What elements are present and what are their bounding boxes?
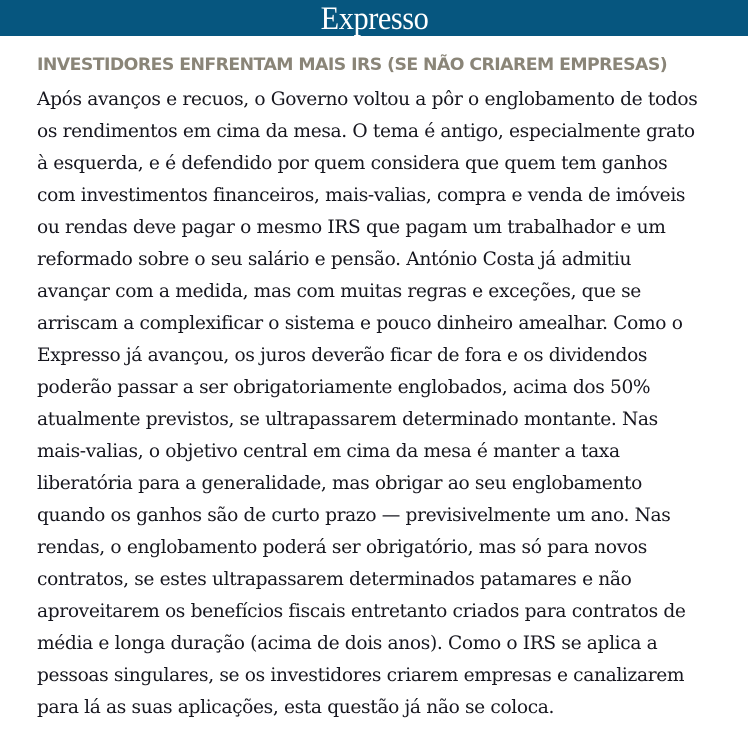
body-line: Expresso já avançou, os juros deverão ficar de fora e os dividendos <box>37 345 648 366</box>
expresso-logo: Expresso <box>320 1 428 37</box>
body-line: ou rendas deve pagar o mesmo IRS que pagam um trabalhador e um <box>37 217 666 238</box>
body-line: aproveitarem os benefícios fiscais entretanto criados para contratos de <box>37 601 686 622</box>
body-line: mais-valias, o objetivo central em cima da mesa é manter a taxa <box>37 441 620 462</box>
body-line: avançar com a medida, mas com muitas regras e exceções, que se <box>37 281 641 302</box>
body-line: quando os ganhos são de curto prazo — previsivelmente um ano. Nas <box>37 505 671 526</box>
body-line: Após avanços e recuos, o Governo voltou a pôr o englobamento de todos <box>37 89 698 110</box>
body-line: rendas, o englobamento poderá ser obrigatório, mas só para novos <box>37 537 647 558</box>
body-line: arriscam a complexificar o sistema e pouco dinheiro amealhar. Como o <box>37 313 683 334</box>
body-line: média e longa duração (acima de dois anos). Como o IRS se aplica a <box>37 633 658 654</box>
body-line: à esquerda, e é defendido por quem considera que quem tem ganhos <box>37 153 668 174</box>
body-line: com investimentos financeiros, mais-valias, compra e venda de imóveis <box>37 185 686 206</box>
body-line: para lá as suas aplicações, esta questão já não se coloca. <box>37 697 555 718</box>
article-body <box>37 84 737 724</box>
body-line: reformado sobre o seu salário e pensão. António Costa já admitiu <box>37 249 632 270</box>
masthead-bar <box>0 0 748 36</box>
body-line: pessoas singulares, se os investidores criarem empresas e canalizarem <box>37 665 685 686</box>
body-line: os rendimentos em cima da mesa. O tema é antigo, especialmente grato <box>37 121 695 142</box>
article-headline: INVESTIDORES ENFRENTAM MAIS IRS (SE NÃO CRIAREM EMPRESAS) <box>37 55 668 75</box>
body-line: liberatória para a generalidade, mas obrigar ao seu englobamento <box>37 473 643 494</box>
body-line: poderão passar a ser obrigatoriamente englobados, acima dos 50% <box>37 377 651 398</box>
body-line: contratos, se estes ultrapassarem determinados patamares e não <box>37 569 632 590</box>
body-line: atualmente previstos, se ultrapassarem determinado montante. Nas <box>37 409 658 430</box>
